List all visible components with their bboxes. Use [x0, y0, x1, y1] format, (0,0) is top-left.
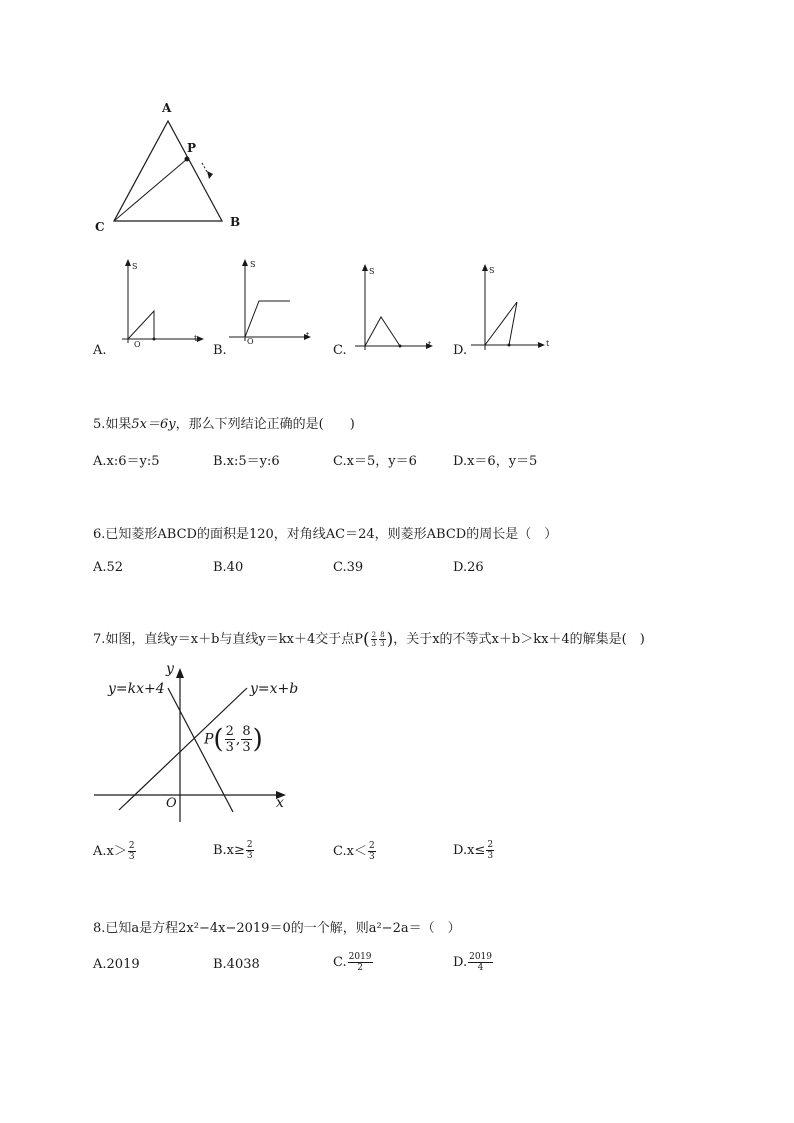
q7-line2-label: y=x+b: [250, 681, 299, 697]
question-5: [93, 413, 355, 432]
q6-option-c: C.39: [333, 560, 364, 575]
graph-a-option-label: A.: [93, 343, 107, 358]
q7-y-axis-label: y: [166, 661, 174, 677]
q8-option-d: D. $\frac{2019}{4}$: [453, 952, 492, 973]
graph-d-s-label: S: [489, 266, 495, 275]
q5-option-d: D.x＝6，y＝5: [453, 454, 538, 469]
q5-prefix: 5.如果: [93, 417, 132, 432]
q7-line1-label: y=kx+4: [108, 681, 165, 697]
graph-b-option-label: B.: [213, 343, 227, 358]
q7-point-x: $\frac{2}{3}$: [371, 631, 377, 648]
q7-point-label: P( $\frac{2}{3}$ , $\frac{8}{3}$ ): [204, 724, 263, 755]
graph-c-option-label: C.: [333, 343, 347, 358]
vertex-c-label: C: [95, 220, 105, 234]
q7-point-y: $\frac{8}{3}$: [380, 631, 385, 648]
q7-option-a: A.x＞ $\frac{2}{3}$: [93, 841, 135, 862]
q7-x-axis-label: x: [276, 795, 284, 811]
graph-b-s-label: S: [250, 260, 256, 269]
graph-a-s-label: S: [132, 262, 138, 271]
q7-text-b: ，关于x的不等式x＋b＞kx＋4的解集是( ): [393, 632, 645, 647]
q5-option-b: B.x:5＝y:6: [213, 454, 280, 469]
graph-option-a: [108, 255, 208, 350]
graph-d-option-label: D.: [453, 343, 468, 358]
vertex-b-label: B: [230, 215, 241, 229]
q5-equation: 5x＝6y: [131, 417, 176, 432]
q8-option-b: B.4038: [213, 957, 260, 972]
q5-option-c: C.x＝5，y＝6: [333, 454, 417, 469]
q5-suffix: ，那么下列结论正确的是( ): [175, 417, 355, 432]
triangle-figure: [90, 95, 250, 240]
q7-origin-label: O: [166, 796, 177, 811]
graph-d-t-label: t: [546, 339, 550, 348]
question-7: 7.如图，直线y＝x＋b与直线y＝kx＋4交于点P( $\frac{2}{3}$ $\frac{8}{3}$ )，关于x的不等式x＋b＞kx＋4的解集是( ): [93, 629, 645, 650]
q7-option-d: D.x≤ $\frac{2}{3}$: [453, 840, 494, 861]
q6-option-d: D.26: [453, 560, 484, 575]
graph-a-origin: O: [134, 340, 141, 349]
vertex-p-label: P: [187, 141, 197, 155]
graph-b-origin: O: [247, 337, 254, 346]
q7-text-a: 7.如图，直线y＝x＋b与直线y＝kx＋4交于点P: [93, 632, 363, 647]
graph-option-d: [465, 260, 565, 355]
q7-option-b: B.x≥ $\frac{2}{3}$: [213, 840, 253, 861]
question-6: 6.已知菱形ABCD的面积是120，对角线AC＝24，则菱形ABCD的周长是（ ）: [93, 527, 558, 542]
graph-c-t-label: t: [428, 340, 432, 349]
q6-option-b: B.40: [213, 560, 244, 575]
graph-option-b: [225, 255, 325, 350]
q7-option-c: C.x＜ $\frac{2}{3}$: [333, 841, 375, 862]
q6-option-a: A.52: [93, 560, 124, 575]
graph-c-s-label: S: [369, 267, 375, 276]
graph-b-t-label: t: [306, 331, 310, 340]
question-8: 8.已知a是方程2x²−4x−2019＝0的一个解，则a²−2a＝（ ）: [93, 921, 461, 936]
vertex-a-label: A: [162, 101, 172, 115]
graph-a-t-label: t: [194, 334, 198, 343]
q8-option-c: C. $\frac{2019}{2}$: [333, 952, 372, 973]
q5-option-a: A.x:6＝y:5: [93, 454, 160, 469]
q8-option-a: A.2019: [93, 957, 140, 972]
